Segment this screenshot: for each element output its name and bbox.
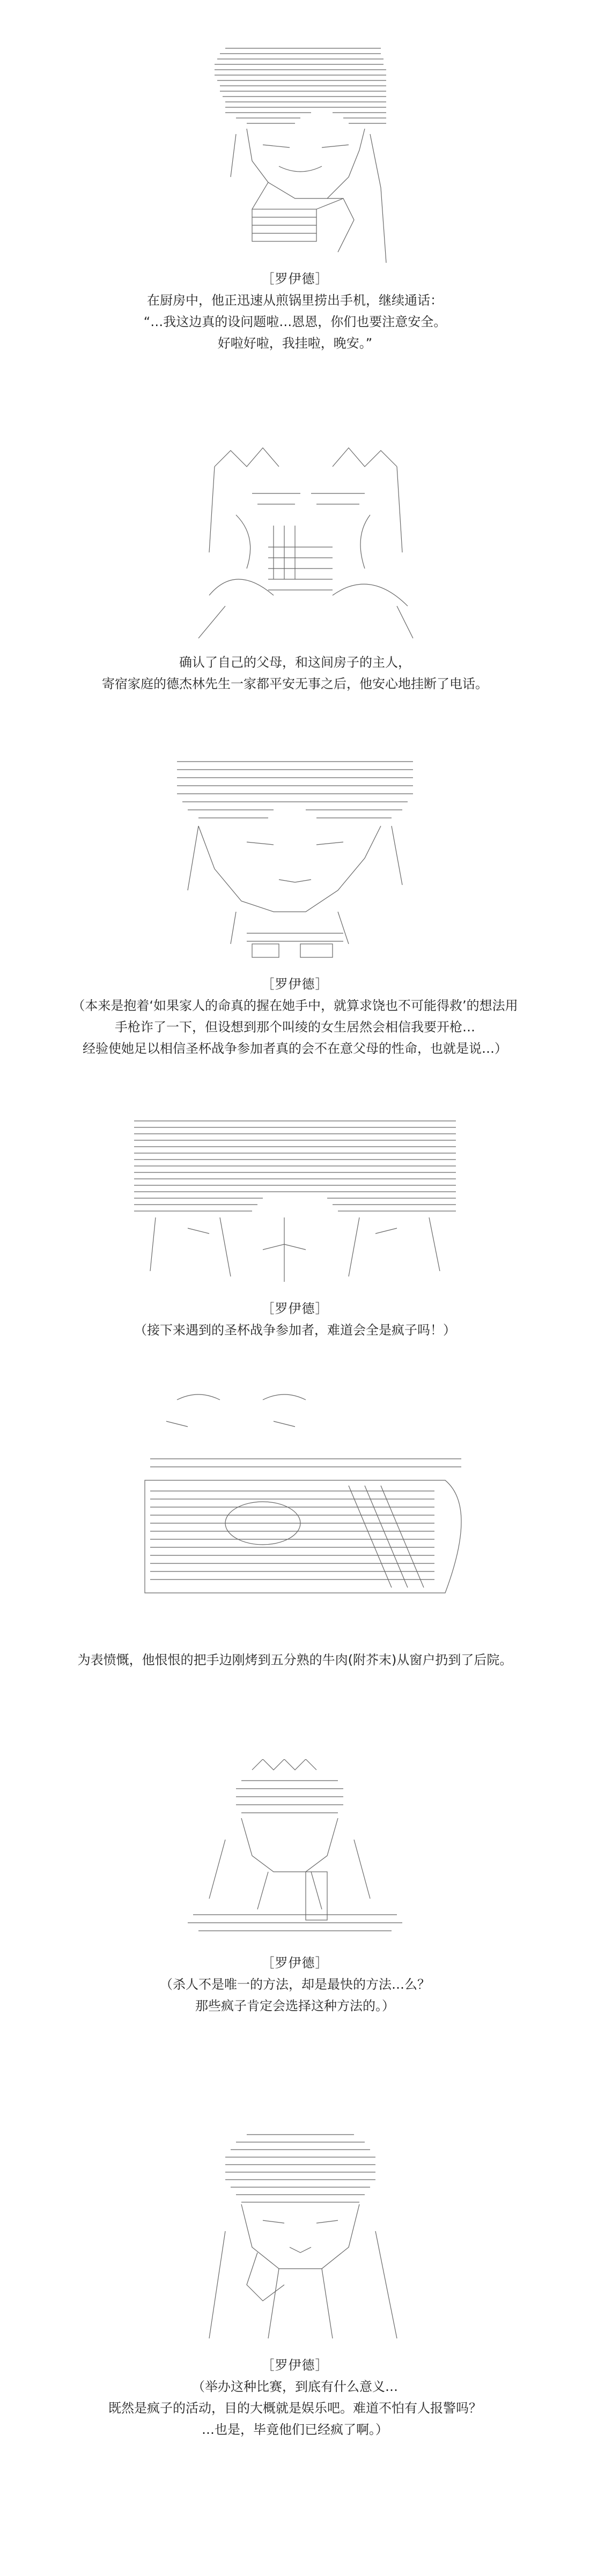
caption-2 xyxy=(0,652,590,695)
caption-7 xyxy=(0,2354,590,2440)
speaker-label: ［罗伊德］ xyxy=(261,2358,329,2373)
caption-line: （杀人不是唯一的方法，却是最快的方法…么？ xyxy=(160,1977,430,1992)
speaker-label: ［罗伊德］ xyxy=(261,271,329,286)
speaker-label: ［罗伊德］ xyxy=(261,1955,329,1970)
speaker-label: ［罗伊德］ xyxy=(261,1301,329,1316)
caption-5 xyxy=(0,1649,590,1671)
caption-line: …也是，毕竟他们已经疯了啊。） xyxy=(202,2422,388,2437)
caption-line: （本来是抱着‘如果家人的命真的握在她手中，就算求饶也不可能得救’的想法用 xyxy=(72,998,518,1013)
caption-line: 好啦好啦，我挂啦，晚安。” xyxy=(217,336,373,351)
caption-line: “…我这边真的设问题啦…恩恩，你们也要注意安全。 xyxy=(143,314,447,329)
caption-1 xyxy=(0,268,590,354)
caption-line: 寄宿家庭的德杰林先生一家都平安无事之后，他安心地挂断了电话。 xyxy=(102,676,488,691)
caption-line: （举办这种比赛，到底有什么意义… xyxy=(192,2379,398,2394)
caption-line: 经验使她足以相信圣杯战争参加者真的会不在意父母的性命，也就是说…） xyxy=(83,1041,507,1056)
ascii-art-roid-phone xyxy=(204,38,397,263)
caption-line: 在厨房中，他正迅速从煎锅里捞出手机，继续通话： xyxy=(147,293,443,308)
caption-line: 那些疯子肯定会选择这种方法的。） xyxy=(195,1998,395,2013)
caption-line: 既然是疯子的活动，目的大概就是娱乐吧。难道不怕有人报警吗？ xyxy=(108,2401,482,2416)
ascii-art-roid-relief xyxy=(193,445,418,644)
caption-3 xyxy=(0,973,590,1059)
caption-line: 确认了自己的父母，和这间房子的主人， xyxy=(179,655,411,670)
caption-line: 手枪诈了一下，但设想到那个叫绫的女生居然会相信我要开枪… xyxy=(115,1020,475,1035)
caption-6 xyxy=(0,1952,590,2017)
speaker-label: ［罗伊德］ xyxy=(261,977,329,992)
ascii-art-roid-thinking xyxy=(166,751,424,965)
caption-line: （接下来遇到的圣杯战争参加者，难道会全是疯子吗！） xyxy=(134,1323,456,1338)
ascii-art-roid-shocked xyxy=(123,1110,467,1287)
caption-line: 为表愤慨，他恨恨的把手边刚烤到五分熟的牛肉(附芥末)从窗户扔到了后院。 xyxy=(77,1652,513,1667)
ascii-art-roid-seated xyxy=(177,1759,413,1936)
ascii-art-throwing-steak xyxy=(113,1389,483,1614)
caption-4 xyxy=(0,1298,590,1341)
ascii-art-roid-pondering xyxy=(193,2124,408,2344)
